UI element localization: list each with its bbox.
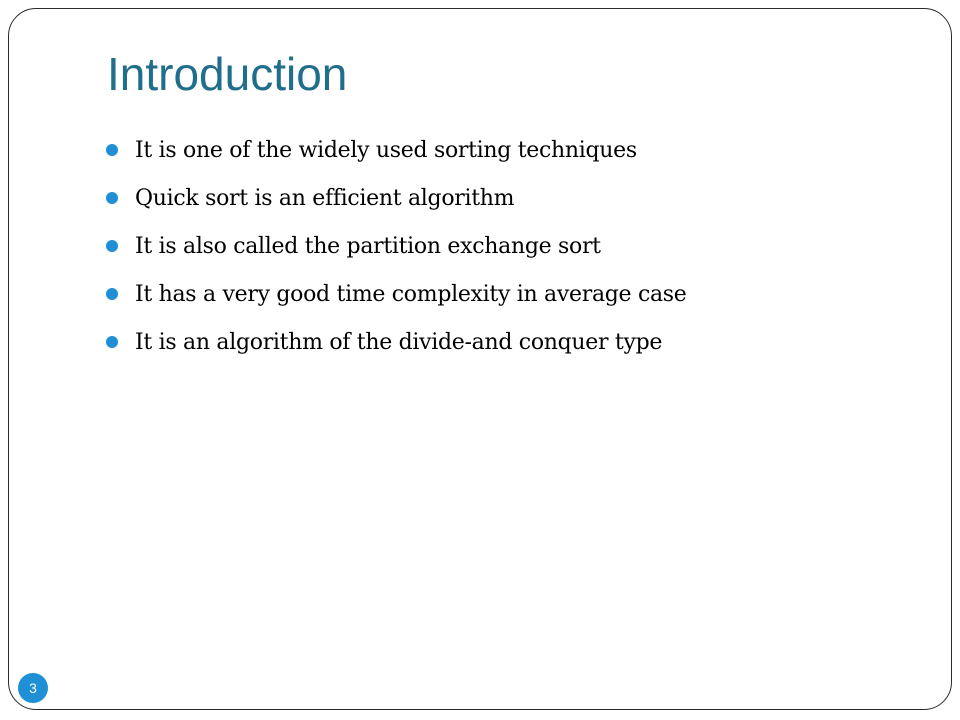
bullet-dot-icon — [106, 144, 118, 156]
bullet-dot-icon — [106, 240, 118, 252]
bullet-text: It is also called the partition exchange sort — [135, 233, 601, 259]
bullet-list — [106, 126, 687, 366]
list-item — [106, 270, 687, 318]
bullet-text: Quick sort is an efficient algorithm — [135, 185, 515, 211]
bullet-dot-icon — [106, 288, 118, 300]
list-item — [106, 318, 687, 366]
bullet-text: It is one of the widely used sorting techniques — [135, 137, 637, 163]
bullet-dot-icon — [106, 192, 118, 204]
page-number-badge — [18, 673, 48, 703]
page-number: 3 — [29, 680, 37, 696]
list-item — [106, 126, 687, 174]
list-item — [106, 222, 687, 270]
slide-title: Introduction — [107, 48, 348, 100]
bullet-text: It has a very good time complexity in average case — [135, 281, 687, 307]
bullet-text: It is an algorithm of the divide-and conquer type — [135, 329, 663, 355]
list-item — [106, 174, 687, 222]
bullet-dot-icon — [106, 336, 118, 348]
